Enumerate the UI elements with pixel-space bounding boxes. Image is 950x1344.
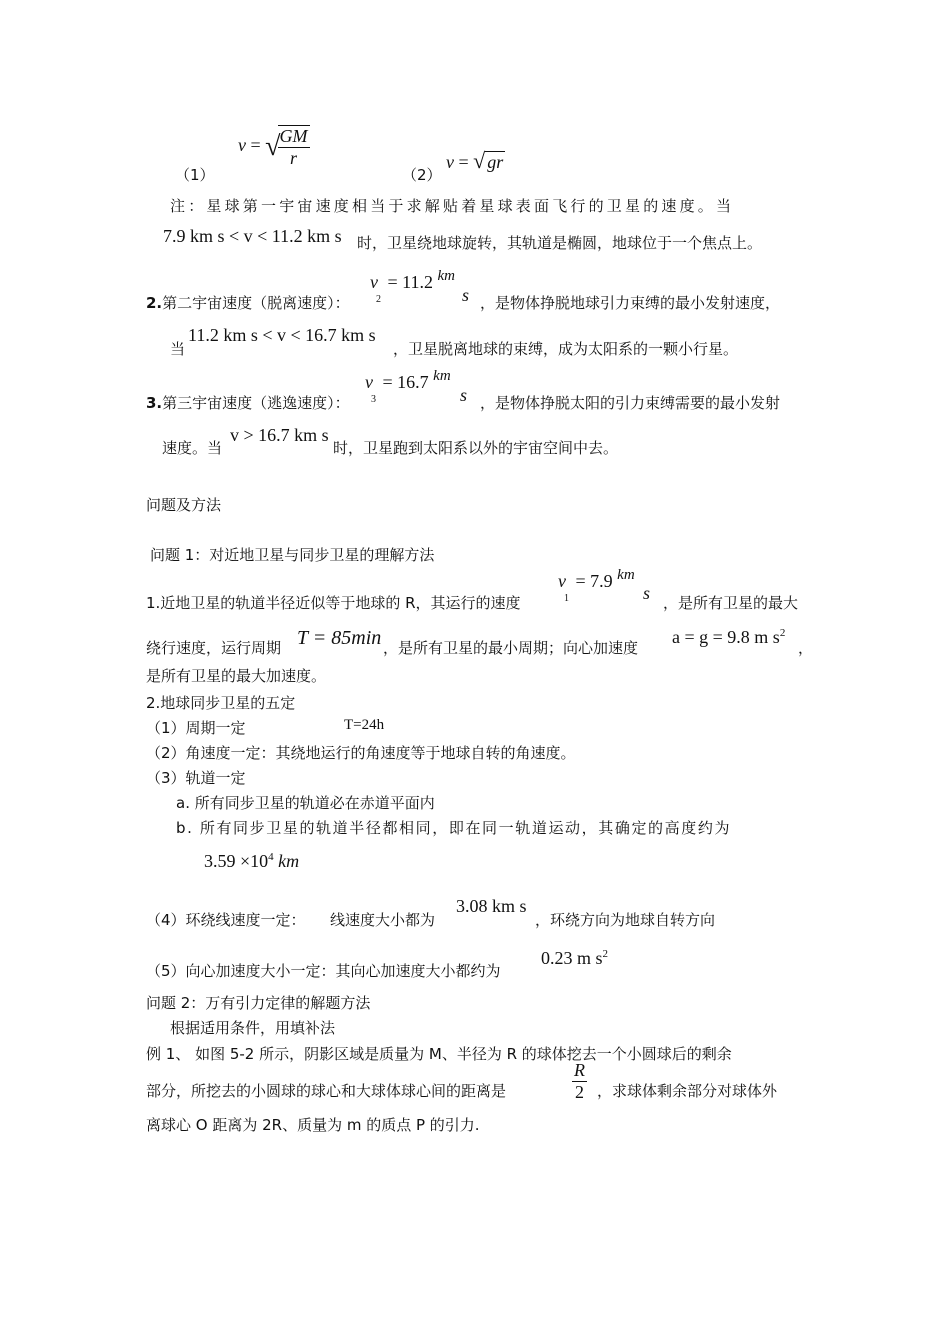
problem1-p1-line1-end: ，是所有卫星的最大	[663, 594, 799, 612]
third-velocity-number: 3.	[146, 394, 163, 412]
third-velocity-formula: $v_3 = 16.7$ $^{km}$	[365, 368, 451, 405]
problem1-p2-title: 2.地球同步卫星的五定	[146, 694, 296, 712]
problem1-item1-label: （1）周期一定	[146, 719, 246, 737]
problem1-item4-label: （4）环绕线速度一定：	[146, 911, 306, 929]
second-velocity-unit-km: km	[437, 268, 455, 284]
problem1-item3: （3）轨道一定	[146, 769, 246, 787]
problem1-item5-number: 0.23 m s	[541, 948, 603, 968]
note-line-2: 时，卫星绕地球旋转，其轨道是椭圆，地球位于一个焦点上。	[357, 234, 763, 252]
problem2-example-line2a: 部分，所挖去的小圆球的球心和大球体球心间的距离是	[146, 1082, 507, 1100]
problem1-accel-sup: 2	[779, 627, 786, 639]
problem1-item4-text: 线速度大小都为	[330, 911, 436, 929]
third-velocity-line2-end: 时，卫星跑到太阳系以外的宇宙空间中去。	[333, 439, 619, 457]
problem1-accel-value: a = g = 9.8 m s	[672, 627, 780, 647]
second-velocity-number: 2.	[146, 294, 163, 312]
problem1-p1-line3: 是所有卫星的最大加速度。	[146, 667, 327, 685]
note-velocity-range: 7.9 km s < v < 11.2 km s	[163, 226, 342, 246]
problem1-v1-unit-km: km	[617, 567, 635, 583]
problem2-example-line3: 离球心 O 距离为 2R、质量为 m 的质点 P 的引力.	[146, 1116, 480, 1134]
note-line-1: 注：星球第一宇宙速度相当于求解贴着星球表面飞行的卫星的速度。当	[170, 197, 735, 215]
second-velocity-formula: $v_2 = 11.2$ $^{km}$	[370, 268, 455, 305]
problem1-period: T = 85min	[297, 627, 382, 649]
problem1-p1-line2b: ，是所有卫星的最小周期；向心加速度	[383, 639, 639, 657]
problem1-p1-line1: 1.近地卫星的轨道半径近似等于地球的 R，其运行的速度	[146, 594, 521, 612]
problem1-height-exp: 4	[268, 851, 274, 863]
problem1-item1-value: T=24h	[344, 717, 385, 733]
third-velocity-unit-km: km	[433, 368, 451, 384]
second-velocity-desc: ，是物体挣脱地球引力束缚的最小发射速度，	[480, 294, 781, 312]
third-velocity-line	[146, 392, 350, 413]
formula-label-2: （2）	[402, 166, 442, 184]
problem2-title: 问题 2：万有引力定律的解题方法	[146, 994, 371, 1012]
problem1-title: 问题 1：对近地卫星与同步卫星的理解方法	[150, 546, 435, 564]
formula-label-1: （1）	[175, 166, 215, 184]
problem1-item5-text: （5）向心加速度大小一定：其向心加速度大小都约为	[146, 962, 501, 980]
problem1-v1-unit-s: s	[643, 583, 651, 603]
second-velocity-line	[146, 292, 350, 313]
fraction-denominator: 2	[575, 1082, 584, 1102]
second-velocity-range: 11.2 km s < v < 16.7 km s	[188, 325, 376, 345]
problem1-item3b: b. 所有同步卫星的轨道半径都相同，即在同一轨道运动，其确定的高度约为	[176, 819, 732, 837]
second-velocity-when: 当	[170, 340, 186, 358]
second-velocity-unit-s: s	[462, 285, 470, 305]
problem2-subtitle: 根据适用条件，用填补法	[170, 1019, 336, 1037]
second-velocity-range-desc: ，卫星脱离地球的束缚，成为太阳系的一颗小行星。	[393, 340, 739, 358]
problem1-height-unit: km	[278, 851, 300, 871]
problem2-fraction	[572, 1060, 587, 1103]
problem1-height	[204, 851, 299, 872]
problem1-accel	[672, 627, 785, 648]
problem1-v1-formula: $v_1 = 7.9$ $^{km}$	[558, 567, 635, 604]
third-velocity-value: = 16.7	[382, 372, 429, 392]
third-velocity-cond: v > 16.7 km s	[230, 425, 329, 445]
problem1-item3a: a. 所有同步卫星的轨道必在赤道平面内	[176, 794, 435, 812]
formula-v-sqrt-gr: v = √ gr	[446, 148, 504, 173]
problem1-v1-value: = 7.9	[575, 571, 613, 591]
third-velocity-unit-s: s	[460, 385, 468, 405]
third-velocity-title: 第三宇宙速度（逃逸速度）：	[162, 394, 350, 412]
problem1-item2: （2）角速度一定：其绕地运行的角速度等于地球自转的角速度。	[146, 744, 576, 762]
second-velocity-title: 第二宇宙速度（脱离速度）：	[162, 294, 350, 312]
problem2-example-line2b: ，求球体剩余部分对球体外	[597, 1082, 778, 1100]
problem1-item4-end: ，环绕方向为地球自转方向	[535, 911, 716, 929]
problem1-item5-value	[541, 948, 608, 969]
problem1-height-value: 3.59 ×10	[204, 851, 269, 871]
problem1-p1-line2a: 绕行速度，运行周期	[146, 639, 282, 657]
fraction-numerator: R	[574, 1060, 585, 1080]
problem1-p1-line2c: ，	[798, 639, 814, 657]
second-velocity-value: = 11.2	[387, 272, 433, 292]
third-velocity-line2-start: 速度。当	[162, 439, 223, 457]
third-velocity-desc: ，是物体挣脱太阳的引力束缚需要的最小发射	[480, 394, 781, 412]
section-title: 问题及方法	[146, 496, 222, 514]
formula-v-sqrt-gm-r: v = √ $\frac{GM}{r}$	[238, 126, 308, 168]
problem1-item5-exp: 2	[602, 948, 609, 960]
problem2-example-line1: 例 1、 如图 5-2 所示，阴影区域是质量为 M、半径为 R 的球体挖去一个小圆球后的剩余	[146, 1045, 732, 1063]
problem1-item4-value: 3.08 km s	[456, 896, 527, 916]
